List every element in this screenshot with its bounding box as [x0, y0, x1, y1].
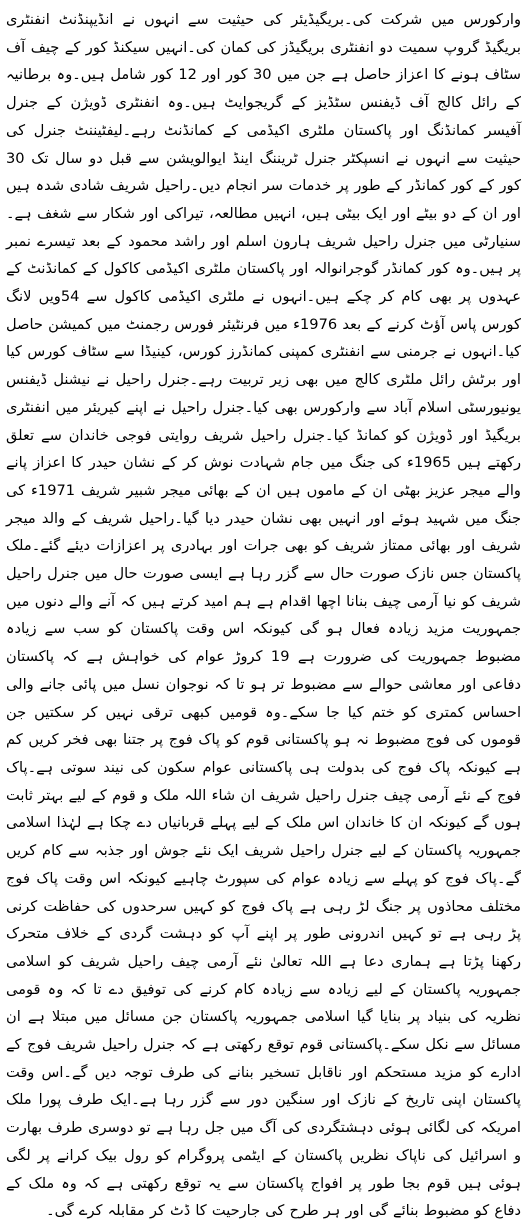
article-body-text: وارکورس میں شرکت کی۔بریگیڈیئر کی حیثیت سے انہوں نے انڈیپنڈنٹ انفنٹری بریگیڈ گروپ سمیت دو انفنٹری بریگیڈز کی کمان کی۔انہیں سیکنڈ کور کے چیف آف سٹاف ہونے کا اعزاز حاصل ہے جن میں 30 کور اور 12 کور شامل ہیں۔وہ برطانیہ کے رائل کالج آف ڈیفنس سٹڈیز کے گریجوایٹ ہیں۔وہ انفنٹری ڈویژن کے جنرل آفیسر کمانڈنگ اور پاکستان ملٹری اکیڈمی کے کمانڈنٹ رہے۔لیفٹیننٹ جنرل کی حیثیت سے انہوں نے انسپکٹر جنرل ٹریننگ اینڈ ایوالویشن سے قبل دو سال تک 30 کور کے کور کمانڈر کے طور پر خدمات سر انجام دیں۔راحیل شریف شادی شدہ ہیں اور ان کے دو بیٹے اور ایک بیٹی ہیں، انہیں مطالعہ، تیراکی اور شکار سے شغف ہے۔سنیارٹی میں جنرل راحیل شریف ہارون اسلم اور راشد محمود کے بعد تیسرے نمبر پر ہیں۔وہ کور کمانڈر گوجرانوالہ اور پاکستان ملٹری اکیڈمی کاکول کے کمانڈنٹ کے عہدوں پر بھی کام کر چکے ہیں۔انہوں نے ملٹری اکیڈمی کاکول سے 54ویں لانگ کورس پاس آؤٹ کرنے کے بعد 1976ء میں فرنٹیئر فورس رجمنٹ میں کمیشن حاصل کیا۔انہوں نے جرمنی سے انفنٹری کمپنی کمانڈرز کورس، کینیڈا سے سٹاف کورس کیا اور برٹش رائل ملٹری کالج میں بھی زیر تربیت رہے۔جنرل راحیل نے نیشنل ڈیفنس یونیورسٹی اسلام آباد سے وارکورس بھی کیا۔جنرل راحیل نے اپنے کیریئر میں انفنٹری بریگیڈ اور ڈویژن کو کمانڈ کیا۔جنرل راحیل شریف روایتی فوجی خاندان سے تعلق رکھتے ہیں 1965ء کی جنگ میں جام شہادت نوش کر کے نشان حیدر کا اعزاز پانے والے میجر عزیز بھٹی ان کے ماموں ہیں ان کے بھائی میجر شبیر شریف 1971ء کی جنگ میں شہید ہوئے اور انہیں بھی نشان حیدر دیا گیا۔راحیل شریف کے والد میجر شریف اور بھائی ممتاز شریف کو بھی جرات اور بہادری پر اعزازات دیئے گئے۔ملک پاکستان جس نازک صورت حال سے گزر رہا ہے ایسی صورت حال میں جنرل راحیل شریف کو نیا آرمی چیف بنانا اچھا اقدام ہے ہم امید کرتے ہیں کہ آنے والے دنوں میں جمہوریت مزید زیادہ فعال ہو گی کیونکہ اس وقت پاکستان کو سب سے زیادہ مضبوط جمہوریت کی ضرورت ہے 19 کروڑ عوام کی خواہش ہے کہ پاکستان دفاعی اور معاشی حوالے سے مضبوط تر ہو تا کہ نوجوان نسل میں پائی جانے والی احساس کمتری کو ختم کیا جا سکے۔وہ قومیں کبھی ترقی نہیں کر سکتیں جن قوموں کی فوج مضبوط نہ ہو پاکستانی قوم کو پاک فوج پر جتنا بھی فخر کریں کم ہے کیونکہ پاک فوج کی بدولت ہی پاکستانی عوام سکون کی نیند سوتی ہے۔پاک فوج کے نئے آرمی چیف جنرل راحیل شریف ان شاء اللہ ملک و قوم کے لیے بہتر ثابت ہوں گے کیونکہ ان کا خاندان اس ملک کے لیے پہلے قربانیاں دے چکا ہے لہٰذا اسلامی جمہوریہ پاکستان کے لیے جنرل راحیل شریف ایک نئے جوش اور جذبہ سے کام کریں گے۔پاک فوج کو پہلے سے زیادہ عوام کی سپورٹ چاہیے کیونکہ اس وقت پاک فوج مختلف محاذوں پر جنگ لڑ رہی ہے پاک فوج کو کہیں سرحدوں کی حفاظت کرنی پڑ رہی ہے تو کہیں اندرونی طور پر اپنے آپ کو دہشت گردی کے خلاف متحرک رکھنا پڑتا ہے ہماری دعا ہے اللہ تعالیٰ نئے آرمی چیف راحیل شریف کو اسلامی جمہوریہ پاکستان کے لیے زیادہ سے زیادہ کام کرنے کی توفیق دے تا کہ وہ قومی نظریہ کی بنیاد پر بنایا گیا اسلامی جمہوریہ پاکستان جن مسائل میں مبتلا ہے ان مسائل سے نکل سکے۔پاکستانی قوم توقع رکھتی ہے کہ جنرل راحیل شریف فوج کے ادارے کو مزید مستحکم اور ناقابل تسخیر بنانے کی طرف توجہ دیں گے۔اس وقت پاکستان اپنی تاریخ کے نازک اور سنگین دور سے گزر رہا ہے۔ایک طرف پورا ملک امریکہ کی لگائی ہوئی دہشتگردی کی آگ میں جل رہا ہے تو دوسری طرف بھارت و اسرائیل کی ناپاک نظریں پاکستان کے ایٹمی پروگرام کو رول بیک کرانے پر لگی ہوئی ہیں قوم بجا طور پر افواج پاکستان سے یہ توقع رکھتی ہے کہ وہ ملک کے دفاع کو مضبوط بنائے گی اور ہر طرح کی جارحیت کا ڈٹ کر مقابلہ کرے گی۔ [6, 11, 522, 1220]
